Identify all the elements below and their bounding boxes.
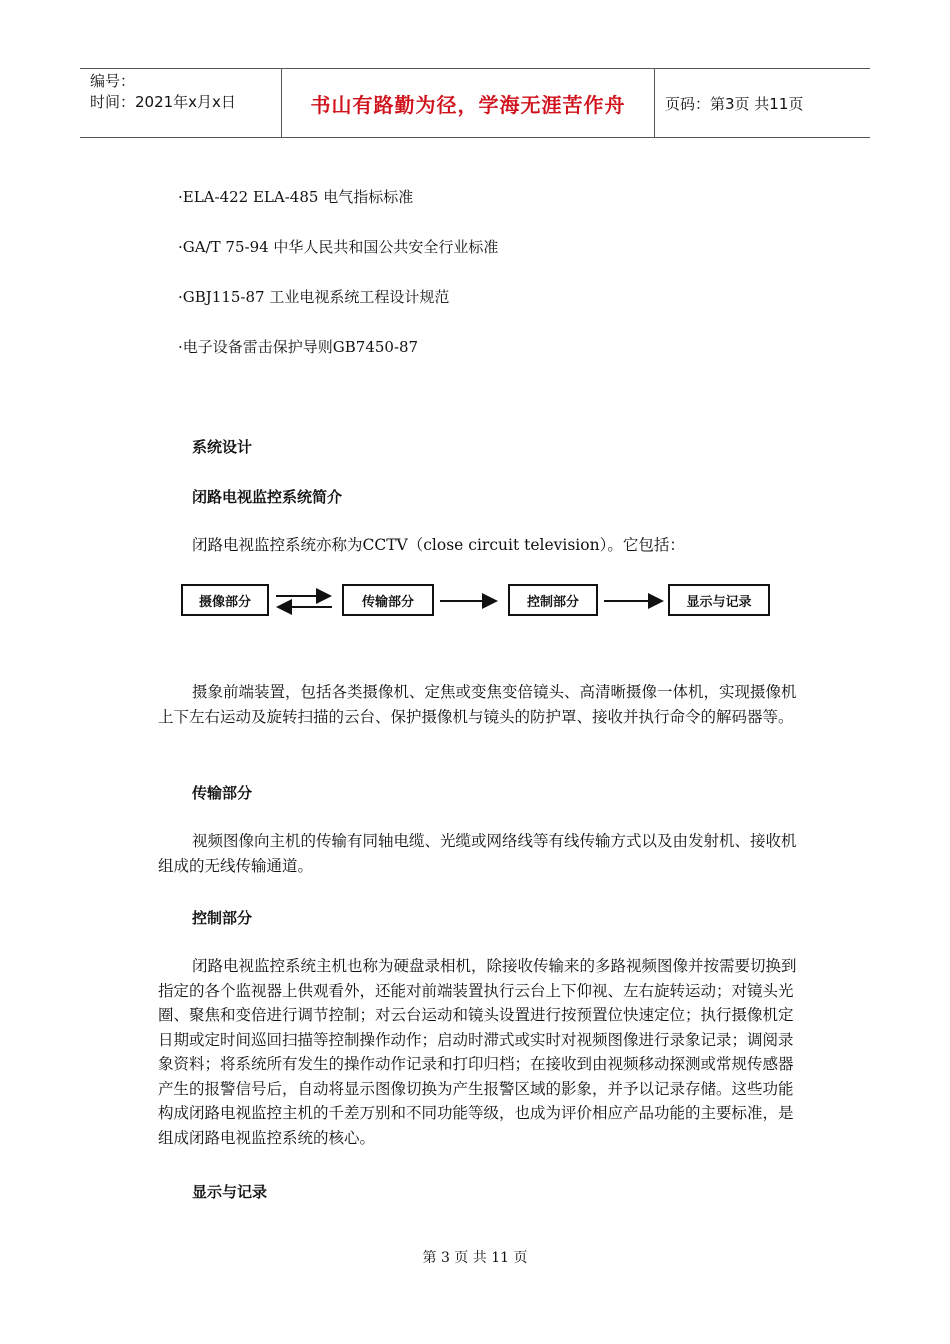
camera-paragraph: 摄象前端装置，包括各类摄像机、定焦或变焦变倍镜头、高清晰摄像一体机，实现摄像机上下左右运动及旋转扫描的云台、保护摄像机与镜头的防护罩、接收并执行命令的解码器等。 xyxy=(158,683,797,726)
heading-display: 显示与记录 xyxy=(192,1183,268,1201)
heading-cctv-intro: 闭路电视监控系统简介 xyxy=(192,488,343,506)
cctv-flow-diagram xyxy=(178,584,778,624)
heading-transmission: 传输部分 xyxy=(192,784,253,802)
number-label: 编号： xyxy=(90,72,136,90)
box-display: 显示与记录 xyxy=(668,584,770,616)
standard-item-2: ·GA/T 75-94 中华人民共和国公共安全行业标准 xyxy=(178,238,499,256)
box-transmission: 传输部分 xyxy=(342,584,434,616)
box-control: 控制部分 xyxy=(508,584,598,616)
heading-control: 控制部分 xyxy=(192,909,253,927)
header-meta xyxy=(80,69,282,137)
standard-item-3: ·GBJ115-87 工业电视系统工程设计规范 xyxy=(178,288,450,306)
standard-item-4: ·电子设备雷击保护导则GB7450-87 xyxy=(178,338,419,356)
heading-system-design: 系统设计 xyxy=(192,438,253,456)
page-header xyxy=(80,68,870,138)
page-footer: 第 3 页 共 11 页 xyxy=(422,1250,528,1266)
header-page-info: 页码：第3页 共11页 xyxy=(665,94,804,113)
standard-item-1: ·ELA-422 ELA-485 电气指标标准 xyxy=(178,188,414,206)
control-paragraph: 闭路电视监控系统主机也称为硬盘录相机，除接收传输来的多路视频图像并按需要切换到指定的各个监视器上供观看外，还能对前端装置执行云台上下仰视、左右旋转运动；对镜头光圈、聚焦和变倍进行调节控制；对云台运动和镜头设置进行按预置位快速定位；执行摄像机定日期或定时间巡回扫描等控制操作动作；启动时滞式或实时对视频图像进行录象记录；调阅录象资料；将系统所有发生的操作动作记录和打印归档；在接收到由视频移动探测或常规传感器产生的报警信号后，自动将显示图像切换为产生报警区域的影象，并予以记录存储。这些功能构成闭路电视监控主机的千差万别和不同功能等级，也成为评价相应产品功能的主要标准，是组成闭路电视监控系统的核心。 xyxy=(158,957,797,1147)
transmission-paragraph: 视频图像向主机的传输有同轴电缆、光缆或网络线等有线传输方式以及由发射机、接收机组成的无线传输通道。 xyxy=(158,832,797,875)
intro-paragraph: 闭路电视监控系统亦称为CCTV（close circuit television）。它包括： xyxy=(192,536,685,554)
date-label: 时间：2021年x月x日 xyxy=(90,93,236,111)
header-motto: 书山有路勤为径，学海无涯苦作舟 xyxy=(282,69,655,137)
box-camera: 摄像部分 xyxy=(181,584,269,616)
